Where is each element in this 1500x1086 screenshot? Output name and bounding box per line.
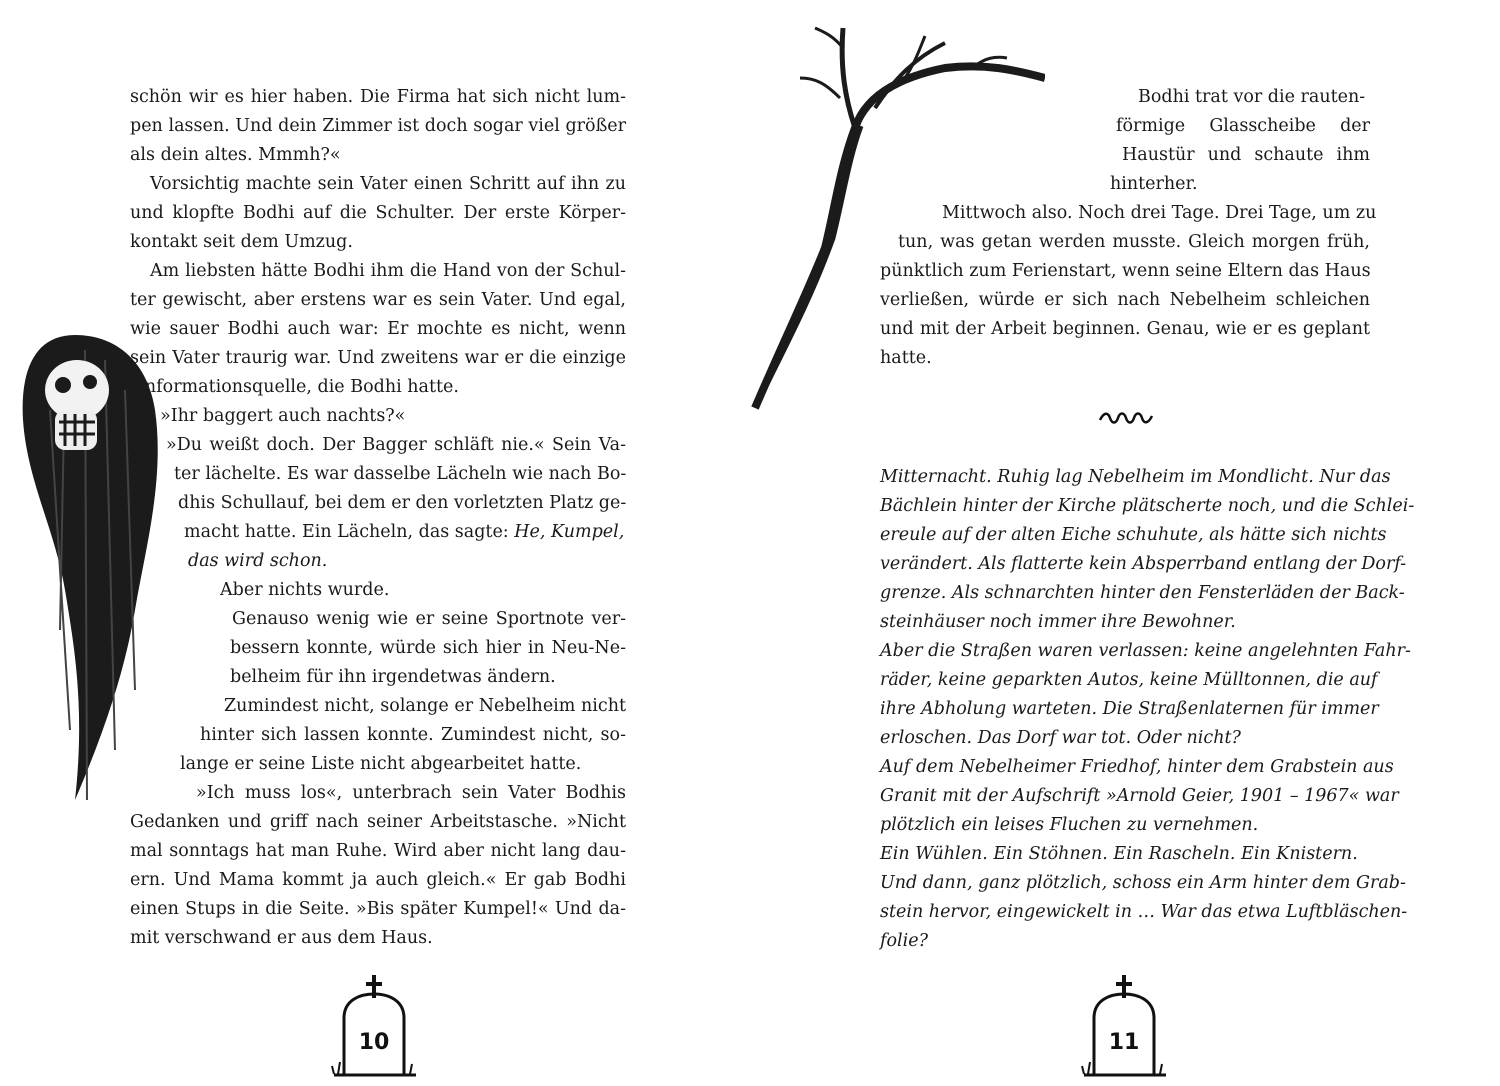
italic-line: verändert. Als flatterte kein Absperrband entlang der Dorf- (880, 554, 1407, 574)
italic-line: Ein Wühlen. Ein Stöhnen. Ein Rascheln. Ein Knistern. (880, 844, 1358, 864)
text-line: wie sauer Bodhi auch war: Er mochte es nicht, wenn (130, 319, 626, 339)
text-line: »Ihr baggert auch nachts?« (160, 406, 406, 426)
text-line: pünktlich zum Ferienstart, wenn seine Eltern das Haus (880, 261, 1371, 281)
text-line: hinter sich lassen konnte. Zumindest nicht, so- (200, 725, 626, 745)
text-line: belheim für ihn irgendetwas ändern. (230, 667, 556, 687)
text-line: Aber nichts wurde. (220, 580, 390, 600)
italic-line: grenze. Als schnarchten hinter den Fensterläden der Back- (880, 583, 1405, 603)
ghost-illustration (15, 330, 175, 810)
italic-line: ereule auf der alten Eiche schuhute, als hätte sich nichts (880, 525, 1387, 545)
italic-line: folie? (880, 931, 928, 951)
text-line: Bodhi trat vor die rauten- (1138, 87, 1366, 107)
text-line: ern. Und Mama kommt ja auch gleich.« Er gab Bodhi (130, 870, 626, 890)
italic-line: stein hervor, eingewickelt in … War das etwa Luftbläschen- (880, 902, 1408, 922)
italic-line: Und dann, ganz plötzlich, schoss ein Arm hinter dem Grab- (880, 873, 1406, 893)
tombstone-icon (1080, 970, 1170, 1080)
italic-line: Granit mit der Aufschrift »Arnold Geier, 1901 – 1967« war (880, 786, 1399, 806)
text-line: schön wir es hier haben. Die Firma hat sich nicht lum- (130, 87, 626, 107)
italic-line: ihre Abholung warteten. Die Straßenlaternen für immer (880, 699, 1379, 719)
text-line: Genauso wenig wie er seine Sportnote ver- (232, 609, 626, 629)
text-line: hatte. (880, 348, 932, 368)
text-line: ter gewischt, aber erstens war es sein Vater. Und egal, (130, 290, 626, 310)
text-line: Zumindest nicht, solange er Nebelheim nicht (224, 696, 626, 716)
text-line: pen lassen. Und dein Zimmer ist doch sogar viel größer (130, 116, 626, 136)
text-line: Haustür und schaute ihm (1122, 145, 1370, 165)
text-line: Informationsquelle, die Bodhi hatte. (138, 377, 459, 397)
text-line: ter lächelte. Es war dasselbe Lächeln wie nach Bo- (174, 464, 627, 484)
italic-line: plötzlich ein leises Fluchen zu vernehmen. (880, 815, 1259, 835)
text-line: lange er seine Liste nicht abgearbeitet hatte. (180, 754, 582, 774)
text-line: und mit der Arbeit beginnen. Genau, wie er es geplant (880, 319, 1370, 339)
text-line: mal sonntags hat man Ruhe. Wird aber nicht lang dau- (130, 841, 626, 861)
page-number: 10 (358, 1030, 390, 1055)
text-segment: macht hatte. Ein Lächeln, das sagte: (184, 522, 515, 542)
italic-line: Aber die Straßen waren verlassen: keine angelehnten Fahr- (880, 641, 1411, 661)
text-line: tun, was getan werden musste. Gleich morgen früh, (898, 232, 1370, 252)
italic-line: steinhäuser noch immer ihre Bewohner. (880, 612, 1236, 632)
text-line: bessern konnte, würde sich hier in Neu-Ne- (230, 638, 626, 658)
text-line: mit verschwand er aus dem Haus. (130, 928, 433, 948)
text-line: und klopfte Bodhi auf die Schulter. Der erste Körper- (130, 203, 626, 223)
italic-line: erloschen. Das Dorf war tot. Oder nicht? (880, 728, 1241, 748)
text-line: verließen, würde er sich nach Nebelheim schleichen (880, 290, 1370, 310)
text-line: das wird schon. (188, 551, 328, 571)
italic-segment: He, Kumpel, (514, 522, 625, 542)
italic-line: räder, keine geparkten Autos, keine Mülltonnen, die auf (880, 670, 1378, 690)
text-line: einen Stups in die Seite. »Bis später Kumpel!« Und da- (130, 899, 626, 919)
text-line: Mittwoch also. Noch drei Tage. Drei Tage, um zu (942, 203, 1377, 223)
page-number: 11 (1108, 1030, 1140, 1055)
italic-line: Bächlein hinter der Kirche plätscherte noch, und die Schlei- (880, 496, 1415, 516)
italic-line: Auf dem Nebelheimer Friedhof, hinter dem Grabstein aus (880, 757, 1394, 777)
text-line: »Ich muss los«, unterbrach sein Vater Bodhis (196, 783, 626, 803)
text-line: Gedanken und griff nach seiner Arbeitstasche. »Nicht (130, 812, 626, 832)
text-line (184, 518, 624, 547)
text-line: sein Vater traurig war. Und zweitens war er die einzige (130, 348, 626, 368)
text-line: Am liebsten hätte Bodhi ihm die Hand von der Schul- (150, 261, 626, 281)
tombstone-icon (330, 970, 420, 1080)
text-line: dhis Schullauf, bei dem er den vorletzten Platz ge- (178, 493, 627, 513)
text-line: förmige Glasscheibe der (1116, 116, 1370, 136)
section-ornament (1098, 408, 1154, 428)
italic-line: Mitternacht. Ruhig lag Nebelheim im Mondlicht. Nur das (880, 467, 1391, 487)
text-line: kontakt seit dem Umzug. (130, 232, 353, 252)
text-line: als dein altes. Mmmh?« (130, 145, 341, 165)
text-line: »Du weißt doch. Der Bagger schläft nie.« Sein Va- (166, 435, 626, 455)
text-line: hinterher. (1110, 174, 1198, 194)
text-line: Vorsichtig machte sein Vater einen Schritt auf ihn zu (150, 174, 626, 194)
